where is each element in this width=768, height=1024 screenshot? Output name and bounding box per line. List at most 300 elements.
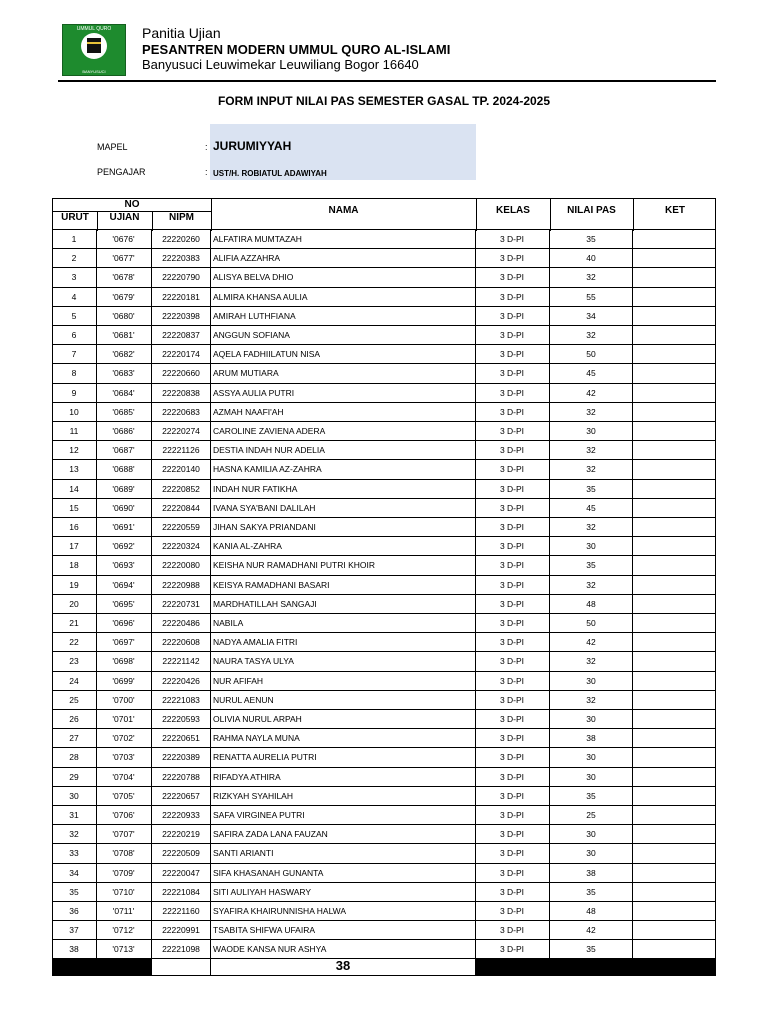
row-kelas: 3 D-PI [499,349,525,360]
row-nilai[interactable]: 30 [586,848,596,859]
row-nipm: 22220047 [162,867,200,878]
cell-border [715,268,716,287]
table-row[interactable] [52,422,716,441]
row-ujian: '0696' [112,618,135,628]
table-row[interactable] [52,806,716,825]
row-ujian: '0681' [112,330,135,340]
row-nama: AMIRAH LUTHFIANA [213,310,296,321]
row-nilai[interactable]: 30 [586,541,596,552]
header-urut: URUT [61,212,89,223]
row-ujian: '0695' [112,598,135,609]
table-row[interactable] [52,556,716,575]
school-logo [62,24,126,76]
row-nipm: 22221083 [162,694,200,705]
row-nilai[interactable]: 50 [586,349,596,360]
cell-border [715,288,716,307]
cell-border [715,460,716,479]
table-row[interactable] [52,288,716,307]
row-ujian: '0685' [112,406,135,417]
row-ujian: '0708' [112,848,135,859]
mapel-value[interactable]: JURUMIYYAH [213,139,292,153]
row-nilai[interactable]: 30 [586,714,596,724]
row-nilai[interactable]: 30 [586,829,596,840]
row-urut: 25 [69,694,79,705]
row-urut: 15 [69,502,79,513]
row-nama: KEISHA NUR RAMADHANI PUTRI KHOIR [213,560,375,571]
table-row[interactable] [52,518,716,537]
row-kelas: 3 D-PI [499,637,525,648]
footer-black-right [475,958,716,976]
row-nilai[interactable]: 30 [586,752,596,763]
row-nama: INDAH NUR FATIKHA [213,483,298,494]
row-nama: RIFADYA ATHIRA [213,771,281,782]
row-nilai[interactable]: 32 [586,522,596,532]
table-row[interactable] [52,844,716,863]
table-row[interactable] [52,326,716,345]
row-nipm: 22220593 [162,714,200,724]
cell-border [715,499,716,518]
header-nama: NAMA [328,205,359,216]
row-nilai[interactable]: 32 [586,445,596,456]
row-ujian: '0688' [112,464,135,475]
row-urut: 16 [69,522,79,532]
row-nilai[interactable]: 32 [586,406,596,417]
row-nipm: 22220790 [162,272,200,283]
row-nilai[interactable]: 30 [586,675,596,686]
row-nilai[interactable]: 42 [586,925,596,936]
header-address: Banyusuci Leuwimekar Leuwiliang Bogor 16640 [142,57,419,72]
cell-border [715,729,716,748]
row-nipm: 22220660 [162,368,200,379]
row-kelas: 3 D-PI [499,694,525,705]
row-nilai[interactable]: 35 [586,560,596,571]
row-kelas: 3 D-PI [499,330,525,340]
row-nilai[interactable]: 32 [586,694,596,705]
row-nipm: 22220788 [162,771,200,782]
row-kelas: 3 D-PI [499,291,525,302]
row-nama: NADYA AMALIA FITRI [213,637,298,648]
cell-border [715,249,716,268]
table-row[interactable] [52,384,716,403]
row-urut: 38 [69,944,79,955]
row-urut: 18 [69,560,79,571]
row-nilai[interactable]: 45 [586,368,596,379]
row-urut: 7 [71,349,77,360]
row-nilai[interactable]: 32 [586,579,596,590]
table-row[interactable] [52,921,716,940]
cell-border [715,691,716,710]
row-ujian: '0697' [112,637,135,648]
row-nipm: 22221160 [162,906,200,916]
row-kelas: 3 D-PI [499,733,525,744]
row-urut: 34 [69,867,79,878]
table-row[interactable] [52,864,716,883]
table-row[interactable] [52,940,716,959]
row-kelas: 3 D-PI [499,752,525,763]
row-urut: 23 [69,656,79,667]
row-ujian: '0711' [112,906,135,916]
row-kelas: 3 D-PI [499,925,525,936]
row-urut: 32 [69,829,79,840]
row-urut: 5 [71,310,77,321]
table-row[interactable] [52,787,716,806]
cell-border [715,825,716,844]
table-row[interactable] [52,537,716,556]
row-nama: SAFIRA ZADA LANA FAUZAN [213,829,328,840]
row-ujian: '0704' [112,771,135,782]
table-row[interactable] [52,480,716,499]
row-ujian: '0678' [112,272,135,283]
row-ujian: '0683' [112,368,135,379]
cell-border [715,537,716,556]
header-divider [58,80,716,82]
row-nama: ALFATIRA MUMTAZAH [213,234,302,244]
row-ujian: '0676' [112,234,135,244]
footer-total: 38 [335,958,351,973]
row-nipm: 22220844 [162,502,200,513]
row-nipm: 22220383 [162,253,200,264]
row-ujian: '0710' [112,886,135,897]
row-nama: AZMAH NAAFI'AH [213,406,284,417]
row-ujian: '0680' [112,310,135,321]
row-ujian: '0677' [112,253,135,264]
row-urut: 26 [69,714,79,724]
row-urut: 3 [71,272,77,283]
header-nilai: NILAI PAS [567,205,616,216]
row-kelas: 3 D-PI [499,771,525,782]
row-nama: WAODE KANSA NUR ASHYA [213,944,327,955]
row-nilai[interactable]: 40 [586,253,596,264]
row-nama: NURUL AENUN [213,694,274,705]
logo-text-top: UMMUL QURO [76,26,112,32]
row-urut: 9 [71,387,77,398]
row-nilai[interactable]: 38 [586,733,596,744]
row-ujian: '0701' [112,714,135,724]
row-nipm: 22220731 [162,598,200,609]
table-row[interactable] [52,345,716,364]
cell-border [715,307,716,326]
cell-border [715,518,716,537]
row-kelas: 3 D-PI [499,790,525,801]
row-nama: NAURA TASYA ULYA [213,656,294,667]
row-ujian: '0712' [112,925,135,936]
row-nama: IVANA SYA'BANI DALILAH [213,502,316,513]
row-ujian: '0698' [112,656,135,667]
row-nama: SYAFIRA KHAIRUNNISHA HALWA [213,906,347,916]
cell-border [715,614,716,633]
row-nipm: 22221126 [162,445,200,456]
row-nipm: 22221098 [162,944,200,955]
cell-border [715,844,716,863]
row-nama: AQELA FADHIILATUN NISA [213,349,321,360]
row-nipm: 22220657 [162,790,200,801]
row-nipm: 22220080 [162,560,200,571]
table-row[interactable] [52,595,716,614]
row-nama: RIZKYAH SYAHILAH [213,790,293,801]
table-row[interactable] [52,403,716,422]
row-nilai[interactable]: 30 [586,771,596,782]
row-nama: NABILA [213,618,244,628]
row-nipm: 22220837 [162,330,200,340]
row-kelas: 3 D-PI [499,522,525,532]
row-kelas: 3 D-PI [499,810,525,820]
pengajar-colon: : [205,167,208,177]
row-nilai[interactable]: 50 [586,618,596,628]
row-kelas: 3 D-PI [499,483,525,494]
row-kelas: 3 D-PI [499,464,525,475]
table-row[interactable] [52,460,716,479]
row-nilai[interactable]: 32 [586,464,596,475]
row-nipm: 22220140 [162,464,200,475]
cell-border [715,595,716,614]
cell-border [715,576,716,595]
row-kelas: 3 D-PI [499,387,525,398]
row-nilai[interactable]: 35 [586,234,596,244]
row-ujian: '0707' [112,829,135,840]
row-nama: SAFA VIRGINEA PUTRI [213,810,305,820]
row-urut: 29 [69,771,79,782]
row-nipm: 22220559 [162,522,200,532]
cell-border [715,403,716,422]
table-row[interactable] [52,441,716,460]
row-kelas: 3 D-PI [499,426,525,436]
cell-border [715,921,716,940]
row-ujian: '0689' [112,483,135,494]
row-ujian: '0706' [112,810,135,820]
row-nama: ASSYA AULIA PUTRI [213,387,295,398]
cell-border [715,422,716,441]
row-urut: 27 [69,733,79,744]
row-nipm: 22220398 [162,310,200,321]
row-kelas: 3 D-PI [499,272,525,283]
cell-border [715,384,716,403]
row-ujian: '0700' [112,694,135,705]
cell-border [715,710,716,729]
row-nipm: 22220608 [162,637,200,648]
cell-border [715,787,716,806]
row-nipm: 22220274 [162,426,200,436]
cell-border [715,864,716,883]
row-urut: 36 [69,906,79,916]
row-nama: DESTIA INDAH NUR ADELIA [213,445,325,456]
row-urut: 11 [69,426,79,436]
row-ujian: '0687' [112,445,135,456]
row-nama: JIHAN SAKYA PRIANDANI [213,522,316,532]
row-nipm: 22220174 [162,349,200,360]
row-nilai[interactable]: 35 [586,483,596,494]
row-nilai[interactable]: 48 [586,906,596,916]
row-nilai[interactable]: 42 [586,637,596,648]
mapel-label: MAPEL [97,142,128,152]
table-row[interactable] [52,729,716,748]
row-ujian: '0693' [112,560,135,571]
table-row[interactable] [52,307,716,326]
row-urut: 35 [69,886,79,897]
row-kelas: 3 D-PI [499,234,525,244]
row-kelas: 3 D-PI [499,867,525,878]
row-kelas: 3 D-PI [499,541,525,552]
row-kelas: 3 D-PI [499,253,525,264]
pengajar-value[interactable]: UST/H. ROBIATUL ADAWIYAH [213,169,327,178]
row-nilai[interactable]: 34 [586,310,596,321]
table-row[interactable] [52,902,716,921]
row-nipm: 22220651 [162,733,200,744]
row-ujian: '0702' [112,733,135,744]
cell-border [715,230,716,249]
row-urut: 31 [69,810,79,820]
logo-band [87,42,101,44]
row-nama: NUR AFIFAH [213,675,264,686]
row-kelas: 3 D-PI [499,944,525,955]
cell-border [715,480,716,499]
row-ujian: '0699' [112,675,135,686]
row-urut: 28 [69,752,79,763]
table-row[interactable] [52,748,716,767]
row-urut: 21 [69,618,79,628]
row-nilai[interactable]: 32 [586,272,596,283]
row-nama: SIFA KHASANAH GUNANTA [213,867,324,878]
cell-border [715,806,716,825]
mapel-colon: : [205,142,208,152]
row-ujian: '0679' [112,291,135,302]
row-ujian: '0686' [112,426,135,436]
header-ket: KET [665,205,685,216]
row-nipm: 22220389 [162,752,200,763]
row-nipm: 22220219 [162,829,200,840]
row-nilai[interactable]: 32 [586,330,596,340]
row-urut: 8 [71,368,77,379]
row-ujian: '0705' [112,790,135,801]
cell-border [715,652,716,671]
table-header [52,198,716,230]
row-kelas: 3 D-PI [499,445,525,456]
row-nipm: 22220509 [162,848,200,859]
header-school-name: PESANTREN MODERN UMMUL QURO AL-ISLAMI [142,42,451,57]
table-row[interactable] [52,710,716,729]
row-kelas: 3 D-PI [499,560,525,571]
row-nama: ANGGUN SOFIANA [213,330,290,340]
row-urut: 2 [71,253,77,264]
row-urut: 33 [69,848,79,859]
cell-border [715,940,716,959]
cell-border [715,633,716,652]
table-row[interactable] [52,633,716,652]
row-kelas: 3 D-PI [499,829,525,840]
table-row[interactable] [52,652,716,671]
table-row[interactable] [52,768,716,787]
table-row[interactable] [52,364,716,383]
row-ujian: '0690' [112,502,135,513]
row-nipm: 22220426 [162,675,200,686]
row-nipm: 22220852 [162,483,200,494]
row-ujian: '0684' [112,387,135,398]
row-ujian: '0709' [112,867,135,878]
row-ujian: '0703' [112,752,135,763]
table-row[interactable] [52,268,716,287]
table-row[interactable] [52,614,716,633]
table-row[interactable] [52,883,716,902]
row-nilai[interactable]: 32 [586,656,596,667]
footer-black-left [52,958,151,976]
row-urut: 13 [69,464,79,475]
row-nama: TSABITA SHIFWA UFAIRA [213,925,316,936]
row-ujian: '0692' [112,541,135,552]
row-nilai[interactable]: 38 [586,867,596,878]
table-row[interactable] [52,249,716,268]
header-kelas: KELAS [496,205,530,216]
table-row[interactable] [52,576,716,595]
row-nipm: 22220260 [162,234,200,244]
row-kelas: 3 D-PI [499,406,525,417]
row-nipm: 22220181 [162,291,200,302]
row-urut: 20 [69,598,79,609]
footer-blank [151,958,211,976]
cell-border [715,441,716,460]
row-nilai[interactable]: 35 [586,790,596,801]
row-nama: MARDHATILLAH SANGAJI [213,598,317,609]
row-nama: OLIVIA NURUL ARPAH [213,714,302,724]
row-kelas: 3 D-PI [499,848,525,859]
row-ujian: '0694' [112,579,135,590]
cell-border [715,902,716,921]
row-nilai[interactable]: 35 [586,886,596,897]
header-nipm: NIPM [169,212,194,223]
row-kelas: 3 D-PI [499,310,525,321]
row-nipm: 22220838 [162,387,200,398]
row-ujian: '0713' [112,944,135,955]
row-nipm: 22220324 [162,541,200,552]
table-row[interactable] [52,691,716,710]
cell-border [715,748,716,767]
row-nama: SANTI ARIANTI [213,848,274,859]
table-row[interactable] [52,499,716,518]
row-urut: 30 [69,790,79,801]
row-nilai[interactable]: 35 [586,944,596,955]
table-row[interactable] [52,230,716,249]
table-row[interactable] [52,825,716,844]
cell-border [715,364,716,383]
header-no: NO [124,199,140,210]
row-nilai[interactable]: 45 [586,502,596,513]
row-nilai[interactable]: 55 [586,291,596,302]
row-nilai[interactable]: 30 [586,426,596,436]
header-ujian: UJIAN [109,212,140,223]
row-nilai[interactable]: 42 [586,387,596,398]
row-kelas: 3 D-PI [499,598,525,609]
cell-border [715,556,716,575]
row-nama: RAHMA NAYLA MUNA [213,733,300,744]
row-nama: CAROLINE ZAVIENA ADERA [213,426,326,436]
pengajar-label: PENGAJAR [97,167,146,177]
row-nipm: 22220991 [162,925,200,936]
cell-border [715,345,716,364]
row-nama: KANIA AL-ZAHRA [213,541,282,552]
row-nipm: 22220683 [162,406,200,417]
table-row[interactable] [52,672,716,691]
row-urut: 14 [69,483,79,494]
row-nipm: 22221084 [162,886,200,897]
row-kelas: 3 D-PI [499,656,525,667]
row-nipm: 22220988 [162,579,200,590]
row-nilai[interactable]: 25 [586,810,596,820]
row-kelas: 3 D-PI [499,886,525,897]
row-nilai[interactable]: 48 [586,598,596,609]
row-kelas: 3 D-PI [499,368,525,379]
row-ujian: '0691' [112,522,135,532]
kaaba-icon [87,38,101,53]
row-nama: RENATTA AURELIA PUTRI [213,752,317,763]
row-urut: 1 [71,234,77,244]
